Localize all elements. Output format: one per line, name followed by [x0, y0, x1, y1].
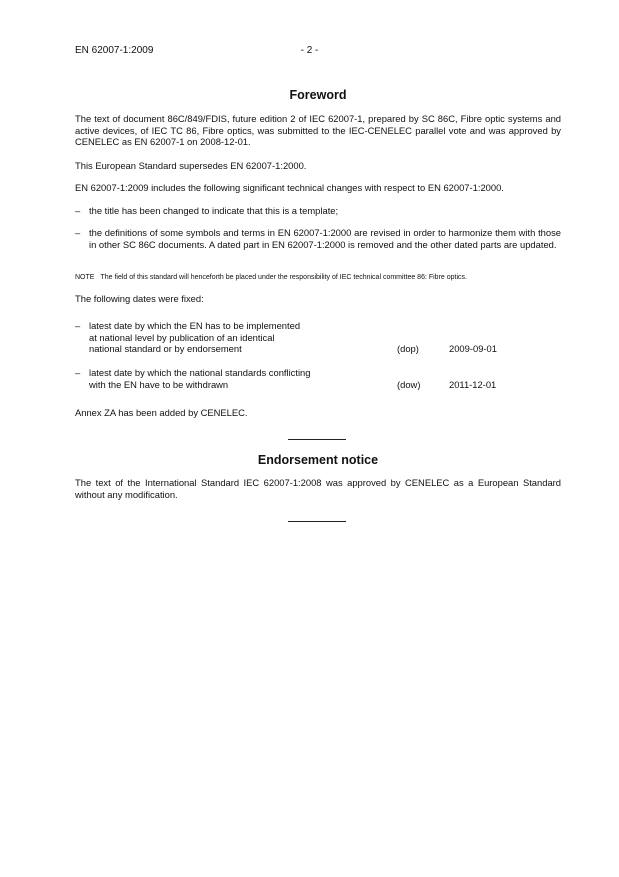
- foreword-paragraph-1: The text of document 86C/849/FDIS, future edition 2 of IEC 62007-1, prepared by SC 86C, Fibre optic systems and active devices, of IEC TC 86, Fibre optics, was submitted to the IEC-CENELEC parallel vote and was approved by CENELEC as EN 62007-1 on 2008-12-01.: [75, 113, 561, 147]
- document-id: EN 62007-1:2009: [75, 45, 154, 56]
- date-entry-text: [89, 320, 389, 355]
- foreword-paragraph-2: This European Standard supersedes EN 62007-1:2000.: [75, 160, 307, 171]
- list-dash: –: [75, 227, 81, 238]
- list-dash: –: [75, 320, 81, 331]
- change-item-text: the title has been changed to indicate that this is a template;: [89, 205, 339, 216]
- section-divider: [288, 521, 346, 522]
- section-divider: [288, 439, 346, 440]
- date-abbreviation: (dow): [397, 378, 421, 390]
- date-value: 2009-09-01: [449, 343, 497, 354]
- date-entry-text: [89, 367, 389, 390]
- list-dash: –: [75, 205, 81, 216]
- date-abbreviation: (dop): [397, 343, 419, 354]
- dates-intro: The following dates were fixed:: [75, 293, 204, 304]
- date-entry-line: latest date by which the national standards conflicting: [89, 367, 311, 378]
- date-entry-line: with the EN have to be withdrawn: [89, 378, 229, 390]
- foreword-heading: Foreword: [289, 88, 347, 102]
- endorsement-text: The text of the International Standard IEC 62007-1:2008 was approved by CENELEC as a European Standard without any modification.: [75, 477, 561, 500]
- annex-note: Annex ZA has been added by CENELEC.: [75, 407, 248, 418]
- date-entry-line: national standard or by endorsement: [89, 343, 242, 354]
- date-value: 2011-12-01: [449, 378, 497, 390]
- note-label: NOTE: [75, 274, 95, 281]
- foreword-paragraph-3: EN 62007-1:2009 includes the following significant technical changes with respect to EN 62007-1:2000.: [75, 182, 504, 193]
- list-dash: –: [75, 367, 81, 378]
- date-entry-line: at national level by publication of an identical: [89, 331, 275, 343]
- change-item-text: the definitions of some symbols and terms in EN 62007-1:2000 are revised in order to harmonize them with those in other SC 86C documents. A dated part in EN 62007-1:2000 is removed and the other dated parts are updated.: [89, 227, 561, 250]
- note-text: The field of this standard will henceforth be placed under the responsibility of IEC technical committee 86: Fibre optics.: [100, 274, 467, 281]
- endorsement-heading: Endorsement notice: [257, 453, 379, 467]
- page-number: - 2 -: [300, 45, 319, 56]
- date-entry-line: latest date by which the EN has to be implemented: [89, 320, 301, 331]
- note: [75, 273, 561, 282]
